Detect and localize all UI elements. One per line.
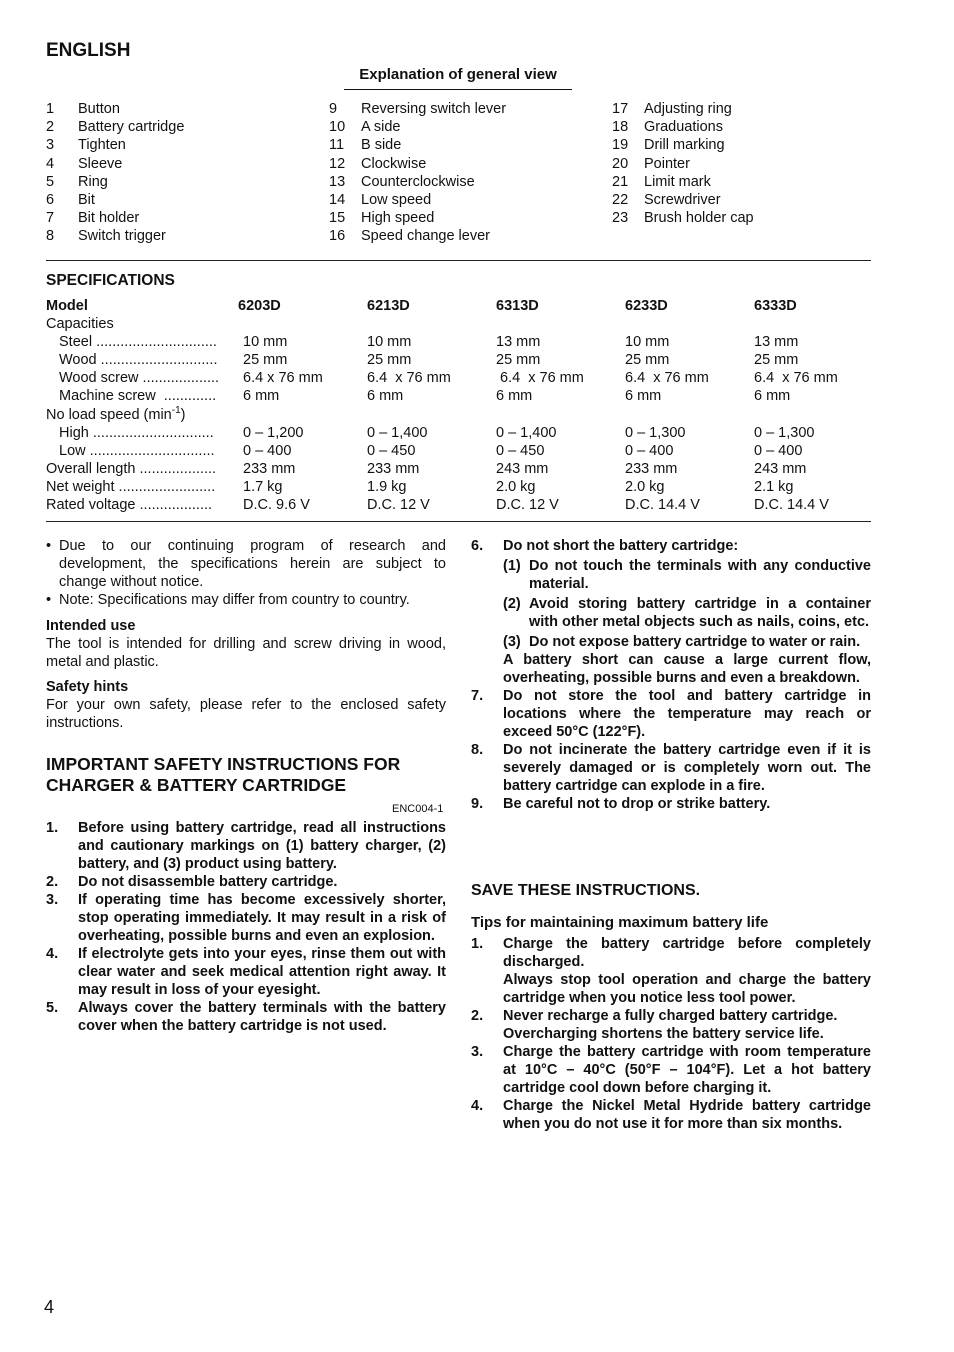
spec-value: 6 mm bbox=[496, 388, 533, 404]
item-label: Graduations bbox=[644, 119, 723, 136]
item-number: 16 bbox=[329, 228, 346, 245]
item-number: 5. bbox=[46, 1000, 59, 1016]
spec-value: 243 mm bbox=[496, 461, 549, 477]
capacities-label: Capacities bbox=[46, 316, 114, 332]
item-number: 3. bbox=[471, 1044, 484, 1060]
item-label: Limit mark bbox=[644, 173, 711, 190]
spec-value: D.C. 14.4 V bbox=[754, 497, 829, 513]
spec-label: Low ............................... bbox=[59, 443, 215, 459]
tips-list bbox=[471, 935, 871, 1133]
list-item bbox=[471, 537, 871, 687]
item-text: Charge the battery cartridge with room temperature at 10°C – 40°C (50°F – 104°F). Let a hot battery cartridge cool down before charging it. bbox=[503, 1044, 871, 1096]
item-number: 22 bbox=[612, 191, 629, 208]
specifications-title: SPECIFICATIONS bbox=[46, 272, 175, 289]
list-item bbox=[46, 136, 184, 154]
sub-item bbox=[503, 595, 871, 631]
table-row bbox=[46, 496, 876, 514]
sub-item-text: Do not expose battery cartridge to water or rain. bbox=[529, 634, 861, 650]
spec-value: 25 mm bbox=[367, 352, 412, 368]
list-item bbox=[46, 945, 446, 999]
spec-value: 1.7 kg bbox=[243, 479, 283, 495]
spec-model-row bbox=[46, 297, 876, 315]
list-item bbox=[471, 1043, 871, 1097]
spec-value: 0 – 1,300 bbox=[754, 425, 815, 441]
table-row bbox=[46, 369, 876, 387]
spec-value: 6.4 x 76 mm bbox=[754, 370, 838, 386]
spec-value: 10 mm bbox=[625, 334, 670, 350]
spec-value: D.C. 14.4 V bbox=[625, 497, 700, 513]
item-number: 3 bbox=[46, 137, 55, 154]
item-text: Do not short the battery cartridge: bbox=[503, 538, 739, 554]
list-item bbox=[46, 819, 446, 873]
item-number: 2. bbox=[471, 1008, 484, 1024]
divider bbox=[46, 521, 871, 522]
spec-value: 233 mm bbox=[367, 461, 420, 477]
item-label: Sleeve bbox=[78, 155, 123, 172]
item-note: A battery short can cause a large current flow, overheating, possible burns and even a breakdown. bbox=[503, 652, 871, 686]
item-label: A side bbox=[361, 119, 401, 136]
item-label: Reversing switch lever bbox=[361, 101, 507, 117]
item-label: Bit holder bbox=[78, 210, 140, 227]
intended-use-text: The tool is intended for drilling and screw driving in wood, metal and plastic. bbox=[46, 636, 446, 670]
item-number: 5 bbox=[46, 173, 55, 190]
item-number: 1 bbox=[46, 101, 55, 117]
spec-value: 0 – 1,300 bbox=[625, 425, 686, 441]
item-number: 3. bbox=[46, 892, 59, 908]
spec-value: D.C. 9.6 V bbox=[243, 497, 310, 513]
item-number: 11 bbox=[329, 137, 345, 154]
spec-value: 13 mm bbox=[754, 334, 799, 350]
item-number: 6. bbox=[471, 538, 484, 554]
tips-title: Tips for maintaining maximum battery life bbox=[471, 914, 769, 931]
list-item bbox=[46, 209, 184, 227]
item-text: Be careful not to drop or strike battery. bbox=[503, 796, 771, 812]
spec-value: 6 mm bbox=[367, 388, 404, 404]
model-name: 6313D bbox=[496, 298, 539, 314]
item-number: 15 bbox=[329, 210, 346, 227]
model-label: Model bbox=[46, 298, 88, 314]
spec-value: 10 mm bbox=[367, 334, 412, 350]
item-text: Before using battery cartridge, read all instructions and cautionary markings on (1) battery charger, (2) battery, and (3) product using battery. bbox=[78, 820, 446, 872]
item-text: If operating time has become excessively shorter, stop operating immediately. It may result in a risk of overheating, possible burns and even an explosion. bbox=[78, 892, 446, 944]
spec-value: 233 mm bbox=[243, 461, 296, 477]
spec-notes bbox=[46, 537, 446, 609]
item-number: 10 bbox=[329, 119, 346, 136]
item-extra: Always stop tool operation and charge the battery cartridge when you notice less tool power. bbox=[503, 972, 871, 1006]
list-item bbox=[46, 999, 446, 1035]
item-number: 9. bbox=[471, 796, 484, 812]
item-label: Drill marking bbox=[644, 137, 725, 154]
item-text: Do not disassemble battery cartridge. bbox=[78, 874, 338, 890]
table-row bbox=[46, 442, 876, 460]
spec-value: 2.0 kg bbox=[496, 479, 536, 495]
list-item bbox=[471, 795, 871, 813]
list-item bbox=[329, 100, 506, 118]
spec-value: 25 mm bbox=[625, 352, 670, 368]
save-instructions-heading: SAVE THESE INSTRUCTIONS. bbox=[471, 882, 701, 899]
list-item bbox=[46, 118, 184, 136]
battery-instructions-continued bbox=[471, 537, 871, 813]
spec-value: 0 – 400 bbox=[243, 443, 292, 459]
item-number: 23 bbox=[612, 210, 629, 227]
item-label: Ring bbox=[78, 173, 108, 190]
list-item bbox=[471, 1097, 871, 1133]
spec-value: 0 – 400 bbox=[754, 443, 803, 459]
sub-item-text: Do not touch the terminals with any conductive material. bbox=[529, 558, 871, 592]
item-number: 4 bbox=[46, 155, 55, 172]
list-item bbox=[612, 191, 754, 209]
general-view-column-3 bbox=[612, 100, 754, 227]
item-text: If electrolyte gets into your eyes, rinse them out with clear water and seek medical attention right away. It may result in loss of your eyesight. bbox=[78, 946, 446, 998]
spec-capacities-row bbox=[46, 315, 876, 333]
list-item bbox=[612, 155, 754, 173]
list-item bbox=[46, 873, 446, 891]
spec-value: 0 – 1,400 bbox=[496, 425, 557, 441]
spec-value: 0 – 400 bbox=[625, 443, 674, 459]
model-name: 6333D bbox=[754, 298, 797, 314]
model-name: 6213D bbox=[367, 298, 410, 314]
item-label: Low speed bbox=[361, 191, 432, 208]
spec-value: 6.4 x 76 mm bbox=[496, 370, 584, 386]
item-text: Never recharge a fully charged battery cartridge. bbox=[503, 1008, 838, 1024]
spec-value: 243 mm bbox=[754, 461, 807, 477]
list-item bbox=[471, 1007, 871, 1043]
spec-label: Overall length ................... bbox=[46, 461, 217, 477]
spec-value: 13 mm bbox=[496, 334, 541, 350]
no-load-label: No load speed $(\min^{-1})$ bbox=[46, 405, 186, 423]
item-number: 14 bbox=[329, 191, 346, 208]
list-item bbox=[612, 136, 754, 154]
list-item bbox=[471, 741, 871, 795]
list-item bbox=[329, 209, 506, 227]
item-label: Adjusting ring bbox=[644, 101, 732, 117]
item-label: Screwdriver bbox=[644, 191, 721, 208]
item-label: Speed change lever bbox=[361, 228, 490, 245]
list-item bbox=[46, 227, 184, 245]
spec-label: Wood screw ................... bbox=[59, 370, 220, 386]
list-item bbox=[612, 118, 754, 136]
item-number: 1. bbox=[46, 820, 59, 836]
table-row bbox=[46, 460, 876, 478]
divider bbox=[46, 260, 871, 261]
item-text: Always cover the battery terminals with the battery cover when the battery cartridge is not used. bbox=[78, 1000, 446, 1034]
list-item bbox=[329, 118, 506, 136]
list-item bbox=[329, 227, 506, 245]
important-instructions-list bbox=[46, 819, 446, 1035]
item-label: High speed bbox=[361, 210, 435, 227]
list-item bbox=[46, 891, 446, 945]
spec-value: 6 mm bbox=[754, 388, 791, 404]
item-text: Do not store the tool and battery cartridge in locations where the temperature may reach or exceed 50°C (122°F). bbox=[503, 688, 871, 740]
item-number: 2. bbox=[46, 874, 59, 890]
language-heading: ENGLISH bbox=[46, 40, 131, 61]
spec-value: 233 mm bbox=[625, 461, 678, 477]
spec-value: 2.0 kg bbox=[625, 479, 665, 495]
spec-label: Wood ............................. bbox=[59, 352, 218, 368]
spec-value: 25 mm bbox=[243, 352, 288, 368]
list-item bbox=[471, 687, 871, 741]
spec-label: Steel .............................. bbox=[59, 334, 217, 350]
note-item: • Note: Specifications may differ from country to country. bbox=[46, 591, 446, 609]
item-number: 7 bbox=[46, 210, 55, 227]
table-row bbox=[46, 333, 876, 351]
page-number: 4 bbox=[44, 1297, 55, 1317]
list-item bbox=[329, 155, 506, 173]
spec-value: 6 mm bbox=[625, 388, 662, 404]
note-item: • Due to our continuing program of research and development, the specifications herein are subject to change without notice. bbox=[46, 537, 446, 591]
spec-value: D.C. 12 V bbox=[367, 497, 430, 513]
safety-hints-title: Safety hints bbox=[46, 679, 129, 695]
item-number: 20 bbox=[612, 155, 629, 172]
model-name: 6233D bbox=[625, 298, 668, 314]
list-item bbox=[612, 173, 754, 191]
list-item bbox=[612, 100, 754, 118]
item-label: Button bbox=[78, 101, 120, 117]
item-number: 18 bbox=[612, 119, 629, 136]
spec-value: 25 mm bbox=[754, 352, 799, 368]
list-item bbox=[471, 935, 871, 1007]
important-safety-title: IMPORTANT SAFETY INSTRUCTIONS FOR CHARGER & BATTERY CARTRIDGE bbox=[46, 754, 401, 795]
item-text: Charge the Nickel Metal Hydride battery cartridge when you do not use it for more than six months. bbox=[503, 1098, 871, 1132]
item-number: 4. bbox=[46, 946, 59, 962]
safety-hints-section bbox=[46, 678, 446, 732]
spec-value: 2.1 kg bbox=[754, 479, 794, 495]
spec-no-load-row bbox=[46, 406, 876, 424]
safety-hints-text: For your own safety, please refer to the enclosed safety instructions. bbox=[46, 697, 446, 731]
list-item bbox=[329, 136, 506, 154]
item-number: 19 bbox=[612, 137, 629, 154]
item-number: 1. bbox=[471, 936, 484, 952]
table-row bbox=[46, 478, 876, 496]
item-label: Pointer bbox=[644, 155, 690, 172]
table-row bbox=[46, 351, 876, 369]
spec-value: 25 mm bbox=[496, 352, 541, 368]
spec-label: High .............................. bbox=[59, 425, 214, 441]
item-number: 7. bbox=[471, 688, 484, 704]
item-label: Tighten bbox=[78, 137, 126, 154]
spec-value: 0 – 450 bbox=[367, 443, 416, 459]
item-label: B side bbox=[361, 137, 402, 154]
list-item bbox=[329, 191, 506, 209]
list-item bbox=[612, 209, 754, 227]
item-label: Bit bbox=[78, 191, 95, 208]
list-item bbox=[329, 173, 506, 191]
list-item bbox=[46, 100, 184, 118]
item-label: Battery cartridge bbox=[78, 119, 185, 136]
sub-item bbox=[503, 557, 871, 593]
spec-label: Machine screw ............. bbox=[59, 388, 217, 404]
item-label: Switch trigger bbox=[78, 228, 166, 245]
spec-value: 1.9 kg bbox=[367, 479, 407, 495]
item-extra: Overcharging shortens the battery service life. bbox=[503, 1026, 824, 1042]
spec-label: Rated voltage .................. bbox=[46, 497, 213, 513]
item-number: 12 bbox=[329, 155, 346, 172]
list-item bbox=[46, 191, 184, 209]
item-label: Clockwise bbox=[361, 155, 427, 172]
intended-use-section bbox=[46, 617, 446, 671]
intended-use-title: Intended use bbox=[46, 618, 136, 634]
general-view-title: Explanation of general view bbox=[344, 66, 572, 90]
list-item bbox=[46, 155, 184, 173]
item-number: 8. bbox=[471, 742, 484, 758]
spec-value: 0 – 1,400 bbox=[367, 425, 428, 441]
sub-item-number: (2) bbox=[503, 596, 521, 612]
spec-value: 6.4 x 76 mm bbox=[625, 370, 709, 386]
item-text: Charge the battery cartridge before completely discharged. bbox=[503, 936, 871, 970]
spec-value: 0 – 1,200 bbox=[243, 425, 304, 441]
spec-value: 0 – 450 bbox=[496, 443, 545, 459]
spec-value: D.C. 12 V bbox=[496, 497, 559, 513]
item-number: 13 bbox=[329, 173, 346, 190]
item-label: Brush holder cap bbox=[644, 210, 754, 227]
sub-item bbox=[503, 633, 871, 651]
item-number: 2 bbox=[46, 119, 55, 136]
item-number: 17 bbox=[612, 101, 629, 117]
model-name: 6203D bbox=[238, 298, 281, 314]
item-text: Do not incinerate the battery cartridge even if it is severely damaged or is completely worn out. The battery cartridge can explode in a fire. bbox=[503, 742, 871, 794]
item-number: 8 bbox=[46, 228, 55, 245]
spec-value: 6 mm bbox=[243, 388, 280, 404]
item-label: Counterclockwise bbox=[361, 173, 475, 190]
sub-item-text: Avoid storing battery cartridge in a container with other metal objects such as nails, coins, etc. bbox=[529, 596, 871, 630]
spec-value: 10 mm bbox=[243, 334, 288, 350]
item-number: 21 bbox=[612, 173, 629, 190]
item-number: 6 bbox=[46, 191, 55, 208]
spec-label: Net weight ........................ bbox=[46, 479, 216, 495]
table-row bbox=[46, 387, 876, 405]
sub-item-number: (3) bbox=[503, 634, 521, 650]
general-view-column-2 bbox=[329, 100, 506, 246]
list-item bbox=[46, 173, 184, 191]
table-row bbox=[46, 424, 876, 442]
spec-value: 6.4 x 76 mm bbox=[243, 370, 323, 386]
spec-value: 6.4 x 76 mm bbox=[367, 370, 451, 386]
sub-item-number: (1) bbox=[503, 558, 521, 574]
document-code: ENC004-1 bbox=[392, 803, 444, 815]
general-view-column-1 bbox=[46, 100, 184, 246]
item-number: 9 bbox=[329, 101, 338, 117]
item-number: 4. bbox=[471, 1098, 484, 1114]
